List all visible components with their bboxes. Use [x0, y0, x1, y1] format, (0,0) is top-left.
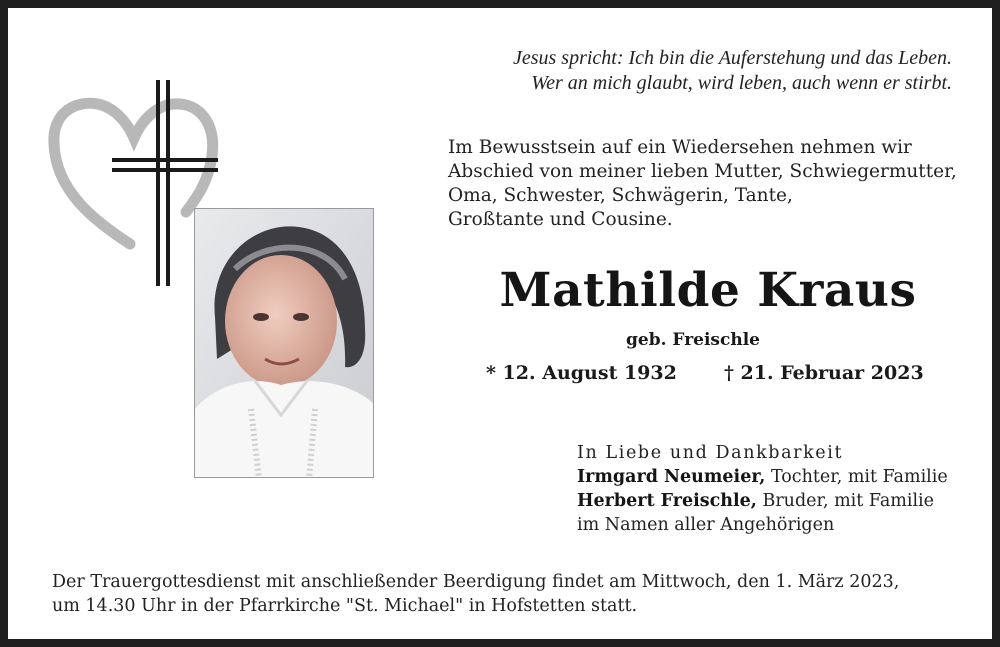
portrait-image	[195, 209, 374, 478]
intro-line: Oma, Schwester, Schwägerin, Tante,	[448, 185, 793, 206]
intro-text	[448, 136, 957, 232]
service-info	[52, 570, 899, 618]
maiden-name: geb. Freischle	[626, 330, 760, 350]
signer-relation: Bruder, mit Familie	[756, 491, 934, 511]
service-line-2: um 14.30 Uhr in der Pfarrkirche "St. Michael" in Hofstetten statt.	[52, 596, 638, 616]
signer-row	[577, 465, 948, 489]
quote-line-1: Jesus spricht: Ich bin die Auferstehung und das Leben.	[512, 47, 952, 69]
service-line-1: Der Trauergottesdienst mit anschließender Beerdigung findet am Mittwoch, den 1. März 2023,	[52, 572, 900, 592]
signers-heading: In Liebe und Dankbarkeit	[577, 443, 844, 463]
intro-line: Großtante und Cousine.	[448, 209, 673, 230]
portrait-photo	[194, 208, 374, 478]
intro-line: Abschied von meiner lieben Mutter, Schwiegermutter,	[448, 161, 957, 182]
heart-outline	[54, 103, 213, 244]
signer-row	[577, 489, 948, 513]
signers-block	[577, 441, 948, 537]
signer-relation: Tochter, mit Familie	[765, 467, 948, 487]
quote-line-2: Wer an mich glaubt, wird leben, auch wenn er stirbt.	[531, 72, 952, 94]
death-date: † 21. Februar 2023	[724, 362, 924, 384]
birth-date: * 12. August 1932	[486, 362, 677, 384]
bible-quote	[513, 46, 952, 96]
deceased-name: Mathilde Kraus	[499, 263, 917, 318]
signer-name: Irmgard Neumeier,	[577, 467, 766, 487]
intro-line: Im Bewusstsein auf ein Wiedersehen nehmen wir	[448, 137, 912, 158]
signers-closing: im Namen aller Angehörigen	[577, 515, 835, 535]
signer-name: Herbert Freischle,	[577, 491, 757, 511]
